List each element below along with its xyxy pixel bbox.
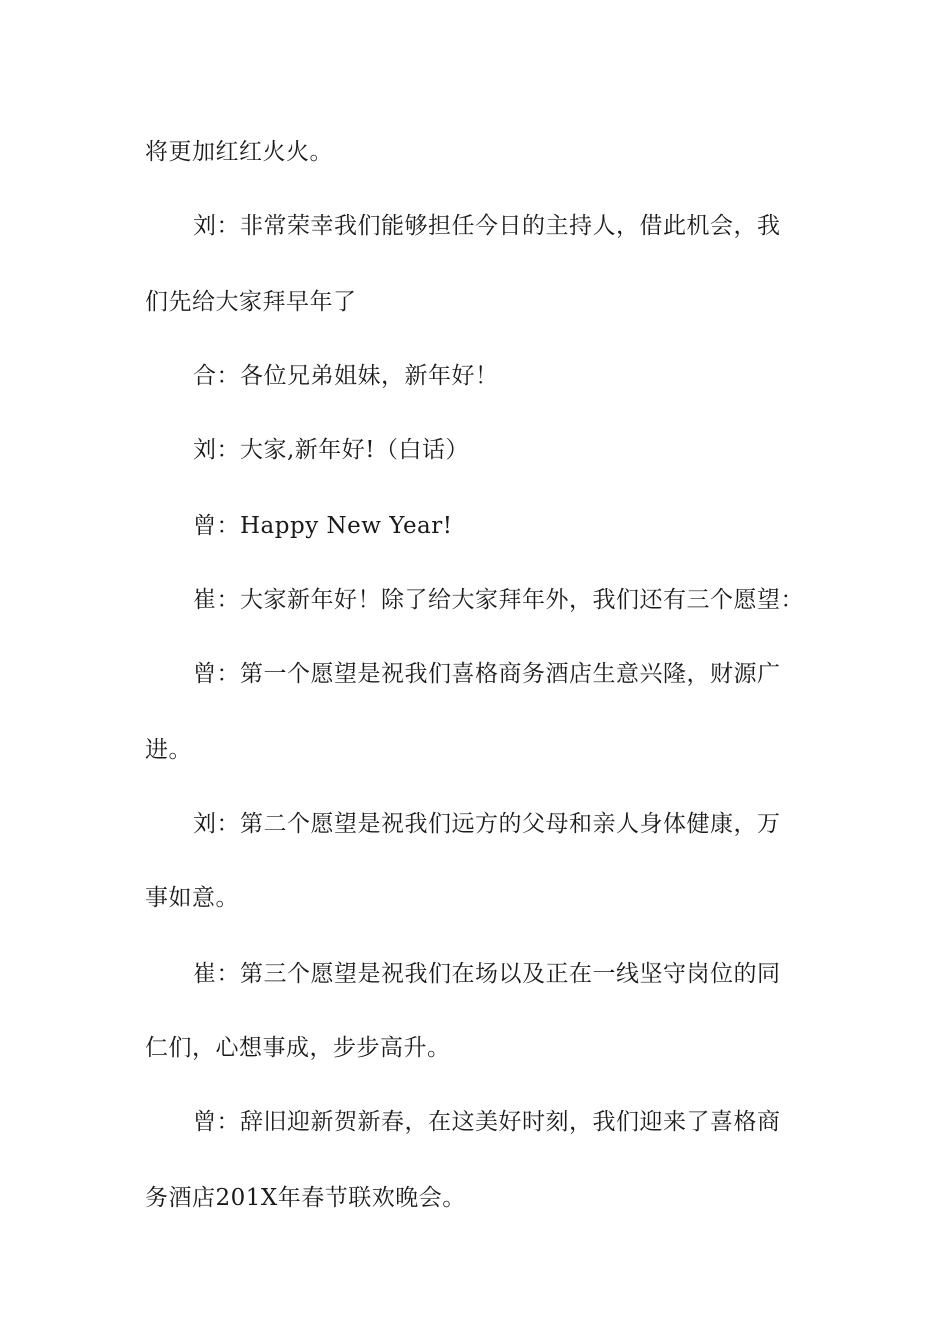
paragraph-line-8: 曾：第一个愿望是祝我们喜格商务酒店生意兴隆，财源广 xyxy=(193,661,781,687)
paragraph-line-6: 曾：Happy New Year! xyxy=(193,513,453,539)
paragraph-line-11: 事如意。 xyxy=(145,885,239,911)
paragraph-line-12: 崔：第三个愿望是祝我们在场以及正在一线坚守岗位的同 xyxy=(193,961,781,987)
paragraph-line-1: 将更加红红火火。 xyxy=(145,139,333,165)
paragraph-line-4: 合：各位兄弟姐妹，新年好！ xyxy=(193,363,499,389)
paragraph-line-10: 刘：第二个愿望是祝我们远方的父母和亲人身体健康，万 xyxy=(193,811,781,837)
paragraph-line-7: 崔：大家新年好！除了给大家拜年外，我们还有三个愿望： xyxy=(193,587,804,613)
paragraph-line-9: 进。 xyxy=(145,737,192,763)
paragraph-line-13: 仁们，心想事成，步步高升。 xyxy=(145,1035,451,1061)
paragraph-line-3: 们先给大家拜早年了 xyxy=(145,289,357,315)
paragraph-line-2: 刘：非常荣幸我们能够担任今日的主持人，借此机会，我 xyxy=(193,213,781,239)
paragraph-line-14: 曾：辞旧迎新贺新春，在这美好时刻，我们迎来了喜格商 xyxy=(193,1109,781,1135)
paragraph-line-5: 刘：大家,新年好!（白话） xyxy=(193,437,470,463)
paragraph-line-15: 务酒店201X年春节联欢晚会。 xyxy=(145,1185,466,1211)
